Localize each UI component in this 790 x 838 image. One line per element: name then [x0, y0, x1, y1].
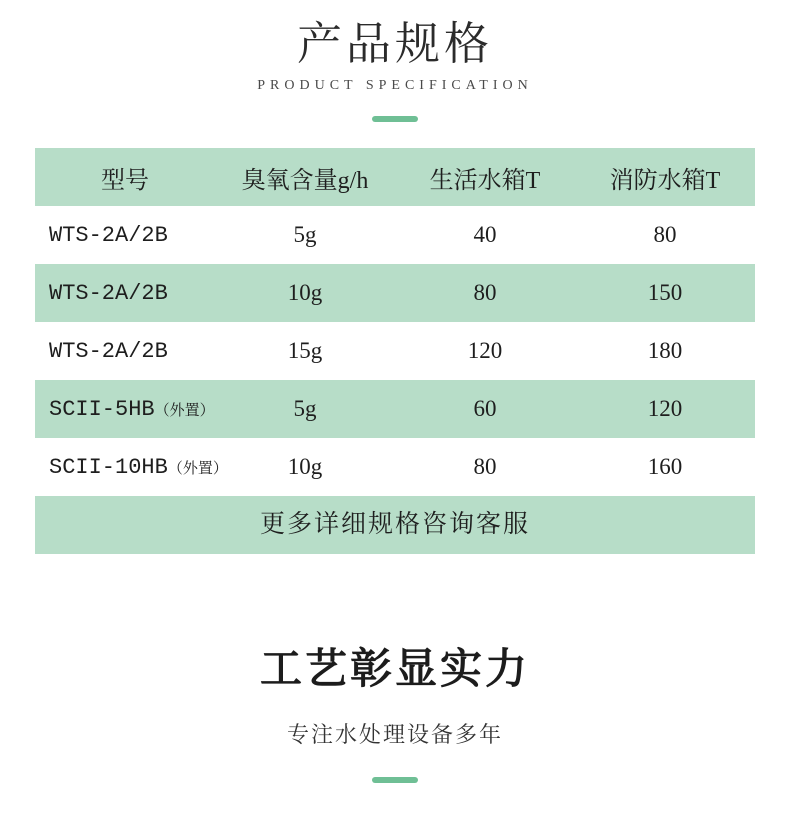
cell-model	[35, 206, 215, 264]
spec-table-wrapper	[35, 148, 755, 554]
cell-model-text: SCII-5HB	[49, 396, 155, 422]
page-subtitle: PRODUCT SPECIFICATION	[257, 78, 533, 94]
cell-domestic-tank: 80	[473, 280, 497, 306]
cell-ozone: 10g	[287, 280, 323, 306]
table-row	[35, 380, 755, 438]
cell-fire-tank: 150	[647, 280, 683, 306]
spec-table-head	[35, 148, 755, 206]
table-header-row	[35, 148, 755, 206]
cell-ozone: 5g	[293, 222, 317, 248]
craft-subtitle: 专注水处理设备多年	[286, 722, 503, 748]
cell-domestic-tank: 60	[473, 396, 497, 422]
cell-fire-tank: 120	[647, 396, 683, 422]
spec-table	[35, 148, 755, 496]
table-footer-note: 更多详细规格咨询客服	[35, 496, 755, 554]
divider-bottom	[372, 777, 418, 783]
cell-ozone: 15g	[287, 338, 323, 364]
cell-fire-tank: 180	[647, 338, 683, 364]
table-row	[35, 438, 755, 496]
cell-fire-tank: 80	[653, 222, 677, 248]
cell-domestic-tank: 120	[467, 338, 503, 364]
column-header-domestic-tank: 生活水箱T	[395, 148, 575, 206]
page-title: 产品规格	[296, 19, 493, 69]
table-row	[35, 264, 755, 322]
cell-fire-tank: 160	[647, 454, 683, 480]
cell-model	[35, 380, 215, 438]
cell-model-suffix: （外置）	[154, 402, 215, 419]
table-row	[35, 206, 755, 264]
column-header-model: 型号	[35, 148, 215, 206]
cell-model-suffix: （外置）	[167, 460, 228, 477]
cell-ozone: 10g	[287, 454, 323, 480]
cell-model-text: SCII-10HB	[49, 454, 168, 480]
craft-title: 工艺彰显实力	[259, 647, 530, 694]
spec-table-body	[35, 206, 755, 496]
spec-section-header	[0, 0, 790, 122]
cell-model	[35, 264, 215, 322]
cell-model-text: WTS-2A/2B	[49, 280, 168, 306]
divider-top	[372, 116, 418, 122]
column-header-fire-tank: 消防水箱T	[575, 148, 755, 206]
cell-domestic-tank: 40	[473, 222, 497, 248]
cell-model	[35, 438, 228, 496]
cell-model-text: WTS-2A/2B	[49, 338, 168, 364]
cell-ozone: 5g	[293, 396, 317, 422]
cell-model-text: WTS-2A/2B	[49, 222, 168, 248]
cell-domestic-tank: 80	[473, 454, 497, 480]
table-row	[35, 322, 755, 380]
cell-model	[35, 322, 215, 380]
column-header-ozone: 臭氧含量g/h	[215, 148, 395, 206]
craft-section-header	[0, 636, 790, 783]
